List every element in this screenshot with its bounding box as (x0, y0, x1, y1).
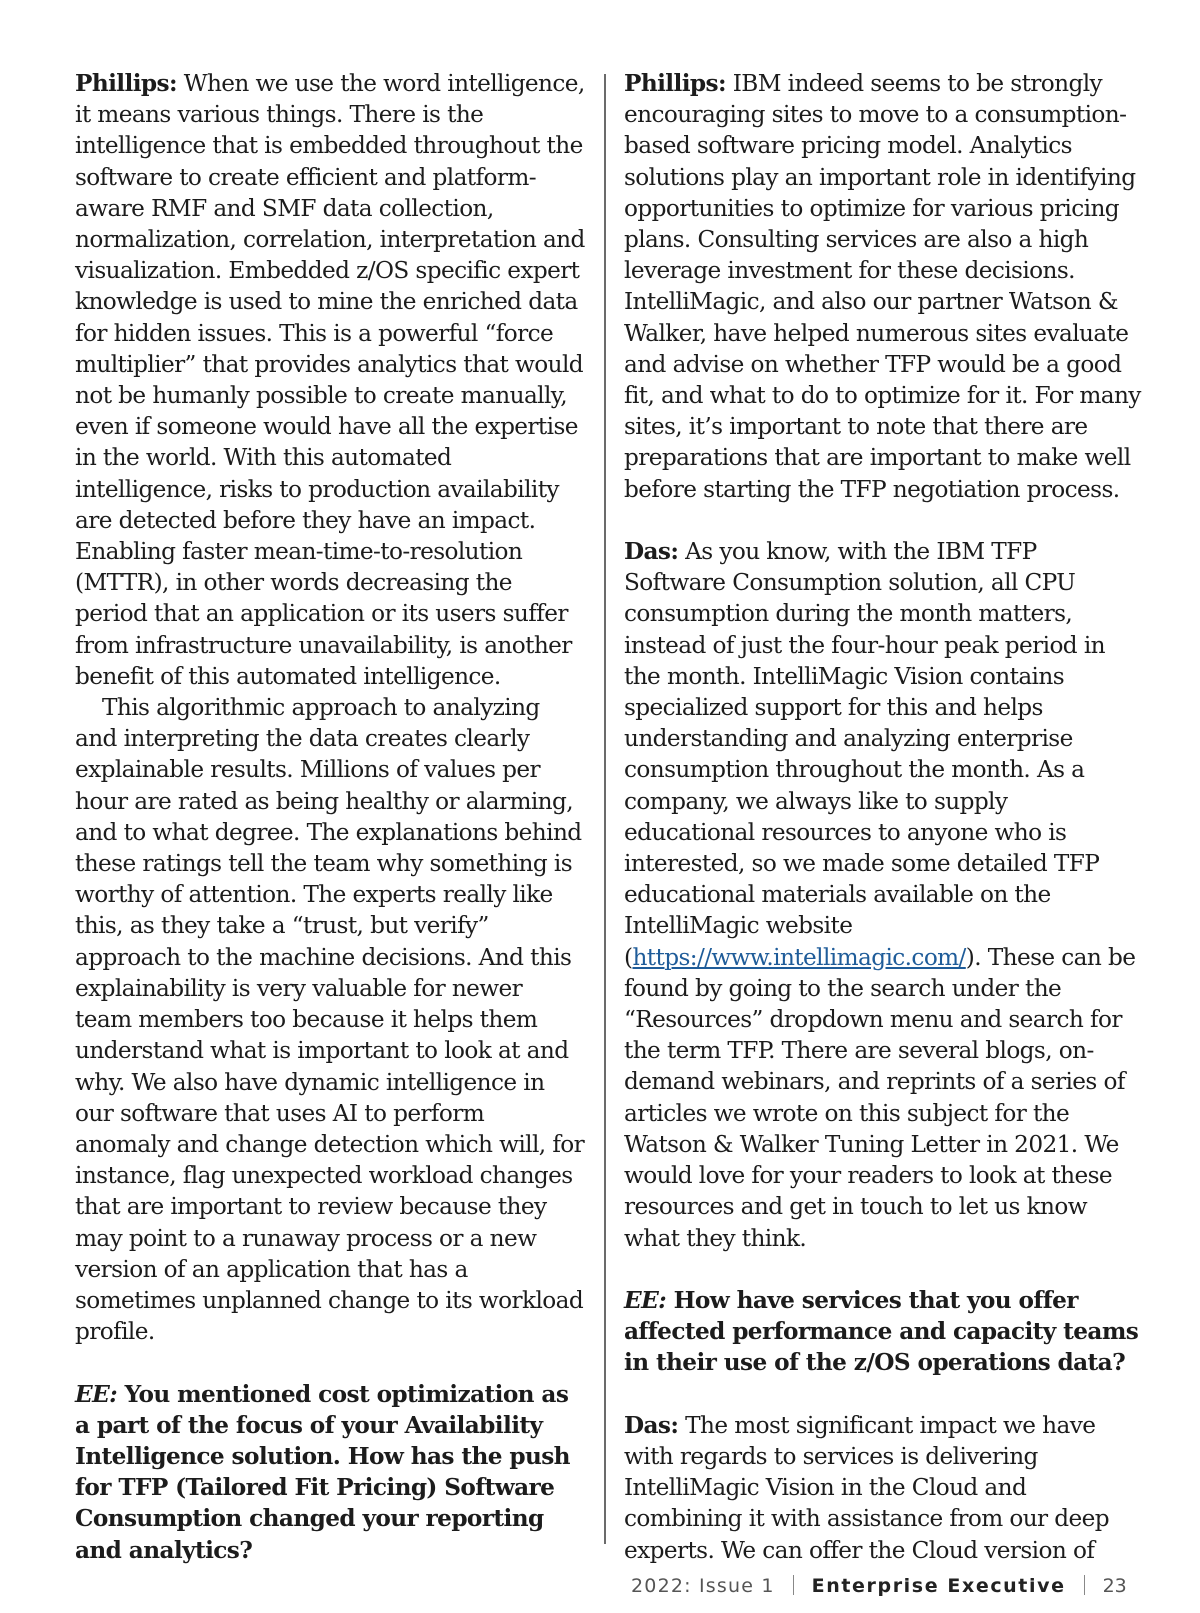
right-column (624, 68, 1144, 1566)
interview-question-services (624, 1285, 1144, 1379)
answer-text: The most significant impact we have with regards to services is delivering IntelliMagic Vision in the Cloud and combining it with assistance from our deep experts. We can offer the Cloud version of (624, 1411, 1110, 1564)
answer-text: IBM indeed seems to be strongly encouraging sites to move to a consumption-based software pricing model. Analytics solutions play an important role in identifying opportunities to optimize for various pricing plans. Consulting services are also a high leverage investment for these decisions. IntelliMagic, and also our partner Watson & Walker, have helped numerous sites evaluate and advise on whether TFP would be a good fit, and what to do to optimize for it. For many sites, it’s important to note that there are preparations that are important to make well before starting the TFP negotiation process. (624, 70, 1141, 503)
question-label: EE: (624, 1286, 667, 1314)
question-text: How have services that you offer affected performance and capacity teams in their use of the z/OS operations data? (624, 1286, 1139, 1377)
answer-text: When we use the word intelligence, it means various things. There is the intelligence that is embedded throughout the software to create efficient and platform-aware RMF and SMF data collection, normalization, correlation, interpretation and visualization. Embedded z/OS specific expert knowledge is used to mine the enriched data for hidden issues. This is a powerful “force multiplier” that provides analytics that would not be humanly possible to create manually, even if someone would have all the expertise in the world. With this automated intelligence, risks to production availability are detected before they have an impact. Enabling faster mean-time-to-resolution (MTTR), in other words decreasing the period that an application or its users suffer from infrastructure unavailability, is another benefit of this automated intelligence. (75, 70, 585, 690)
phillips-answer-intelligence (75, 68, 585, 692)
das-answer-tfp (624, 536, 1144, 1254)
footer-separator (793, 1575, 794, 1595)
algorithmic-approach-paragraph: This algorithmic approach to analyzing and interpreting the data creates clearly explainable results. Millions of values per hour are rated as being healthy or alarming, and to what degree. The explanations behind these ratings tell the team why something is worthy of attention. The experts really like this, as they take a “trust, but verify” approach to the machine decisions. And this explainability is very valuable for newer team members too because it helps them understand what is important to look at and why. We also have dynamic intelligence in our software that uses AI to perform anomaly and change detection which will, for instance, flag unexpected workload changes that are important to review because they may point to a runaway process or a new version of an application that has a sometimes unplanned change to its workload profile. (75, 694, 585, 1346)
speaker-label: Das: (624, 538, 679, 566)
intellimagic-website-link[interactable]: https://www.intellimagic.com/ (632, 943, 966, 971)
phillips-answer-tfp (624, 68, 1144, 505)
speaker-label: Phillips: (75, 70, 177, 97)
page-number: 23 (1102, 1575, 1127, 1597)
answer-text-a: As you know, with the IBM TFP Software Consumption solution, all CPU consumption during the month matters, instead of just the four-hour peak period in the month. IntelliMagic Vision contains specialized support for this and helps understanding and analyzing enterprise consumption throughout the month. As a company, we always like to supply educational resources to anyone who is interested, so we made some detailed TFP educational materials available on the IntelliMagic website ( (624, 538, 1105, 971)
publication-name: Enterprise Executive (811, 1575, 1066, 1597)
answer-text-b: ). These can be found by going to the search under the “Resources” dropdown menu and search for the term TFP. There are several blogs, on-demand webinars, and reprints of a series of articles we wrote on this subject for the Watson & Walker Tuning Letter in 2021. We would love for your readers to look at these resources and get in touch to let us know what they think. (624, 943, 1136, 1252)
interview-question-tfp (75, 1379, 585, 1566)
footer-separator (1084, 1575, 1085, 1595)
speaker-label: Phillips: (624, 70, 726, 97)
question-text: You mentioned cost optimization as a part of the focus of your Availability Intelligence solution. How has the push for TFP (Tailored Fit Pricing) Software Consumption changed your reporting and analytics? (75, 1380, 570, 1564)
left-column (75, 68, 585, 1566)
question-label: EE: (75, 1380, 118, 1408)
speaker-label: Das: (624, 1411, 679, 1439)
column-divider (604, 74, 606, 1544)
das-answer-services (624, 1410, 1144, 1566)
page-footer (631, 1575, 1141, 1597)
issue-label: 2022: Issue 1 (631, 1575, 775, 1597)
